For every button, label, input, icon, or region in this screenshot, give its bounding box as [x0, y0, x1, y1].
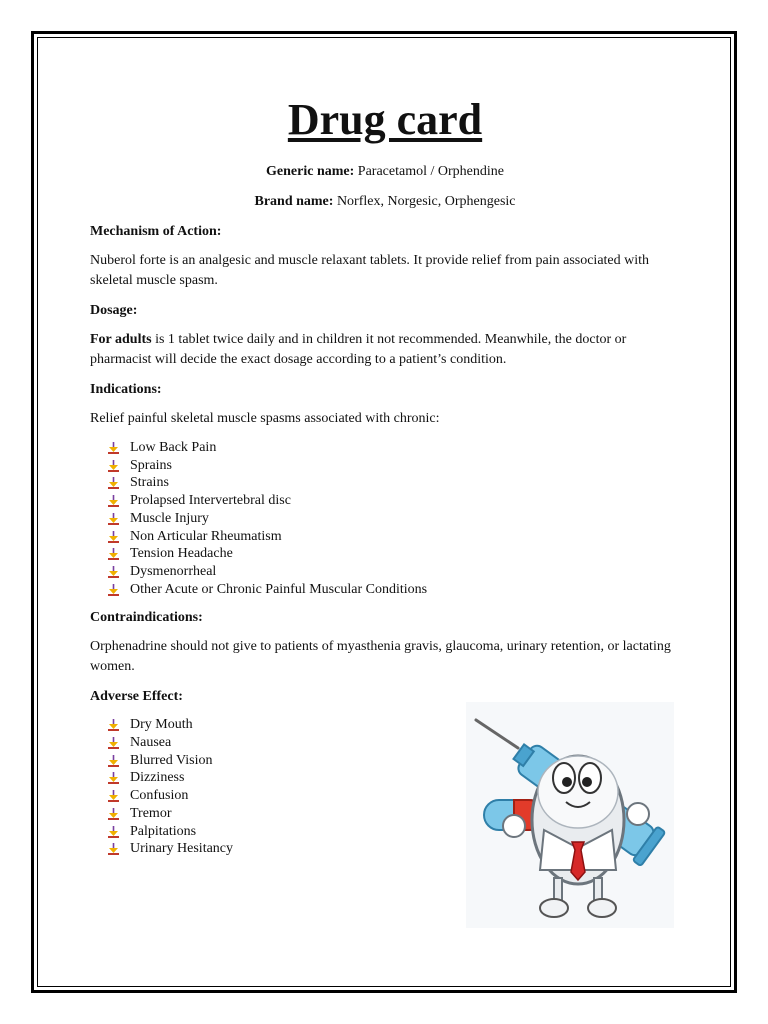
page-title: Drug card	[287, 95, 483, 144]
indication-item-label: Low Back Pain	[130, 440, 217, 455]
indication-item	[108, 510, 680, 528]
indication-item-label: Tension Headache	[130, 546, 233, 562]
indication-item	[108, 581, 680, 599]
arrow-bullet-icon	[108, 826, 119, 838]
generic-name-line	[90, 162, 680, 182]
adverse-effect-item-label: Nausea	[130, 735, 172, 751]
brand-name-label: Brand name:	[254, 194, 334, 209]
brand-name-line	[90, 192, 680, 212]
generic-name-value: Paracetamol / Orphendine	[354, 164, 504, 179]
arrow-bullet-icon	[108, 442, 119, 454]
mechanism-heading: Mechanism of Action:	[90, 224, 222, 239]
indication-item-label: Prolapsed Intervertebral disc	[130, 493, 291, 509]
adverse-effect-item-label: Blurred Vision	[130, 752, 213, 768]
mechanism-text: Nuberol forte is an analgesic and muscle relaxant tablets. It provide relief from pain associated with skeletal muscle spasm.	[90, 253, 650, 288]
indication-item-label: Other Acute or Chronic Painful Muscular Conditions	[130, 581, 428, 597]
arrow-bullet-icon	[108, 843, 119, 855]
arrow-bullet-icon	[108, 548, 119, 560]
indication-item-label: Strains	[130, 475, 169, 491]
indication-item-label: Non Articular Rheumatism	[130, 528, 282, 544]
arrow-bullet-icon	[108, 477, 119, 489]
dosage-body: is 1 tablet twice daily and in children it not recommended. Meanwhile, the doctor or pharmacist will decide the exact dosage according to a patient’s condition.	[90, 332, 627, 367]
adverse-effect-item-label: Tremor	[130, 805, 172, 821]
arrow-bullet-icon	[108, 808, 119, 820]
indication-item-label: Dysmenorrheal	[130, 563, 217, 579]
arrow-bullet-icon	[108, 566, 119, 578]
indications-heading: Indications:	[90, 382, 162, 397]
indication-item	[108, 457, 680, 475]
dosage-heading: Dosage:	[90, 303, 138, 318]
arrow-bullet-icon	[108, 772, 119, 784]
indication-item	[108, 474, 680, 492]
arrow-bullet-icon	[108, 584, 119, 596]
adverse-effect-item-label: Palpitations	[130, 823, 197, 839]
indications-list	[90, 439, 680, 598]
indication-item	[108, 528, 680, 546]
adverse-effect-item-label: Dizziness	[130, 770, 185, 786]
indication-item	[108, 439, 680, 457]
adverse-effect-heading: Adverse Effect:	[90, 689, 183, 705]
arrow-bullet-icon	[108, 531, 119, 543]
arrow-bullet-icon	[108, 737, 119, 749]
generic-name-label: Generic name:	[266, 164, 355, 179]
arrow-bullet-icon	[108, 755, 119, 767]
arrow-bullet-icon	[108, 719, 119, 731]
arrow-bullet-icon	[108, 790, 119, 802]
adverse-effect-item-label: Confusion	[130, 788, 189, 804]
dosage-lead: For adults	[90, 332, 152, 347]
indication-item	[108, 563, 680, 581]
arrow-bullet-icon	[108, 495, 119, 507]
indication-item-label: Muscle Injury	[130, 510, 209, 526]
indication-item	[108, 545, 680, 563]
dosage-text	[90, 330, 680, 370]
indication-item	[108, 492, 680, 510]
arrow-bullet-icon	[108, 460, 119, 472]
indication-item-label: Sprains	[130, 457, 172, 473]
contraindications-heading: Contraindications:	[90, 610, 203, 626]
adverse-effect-item-label: Dry Mouth	[130, 717, 193, 733]
arrow-bullet-icon	[108, 513, 119, 525]
cartoon-pill-with-syringe-icon	[466, 702, 674, 928]
contraindications-text: Orphenadrine should not give to patients of myasthenia gravis, glaucoma, urinary retention, or lactating women.	[90, 639, 671, 675]
brand-name-value: Norflex, Norgesic, Orphengesic	[333, 194, 516, 209]
indications-intro: Relief painful skeletal muscle spasms associated with chronic:	[90, 411, 440, 426]
adverse-effect-item-label: Urinary Hesitancy	[130, 841, 234, 857]
